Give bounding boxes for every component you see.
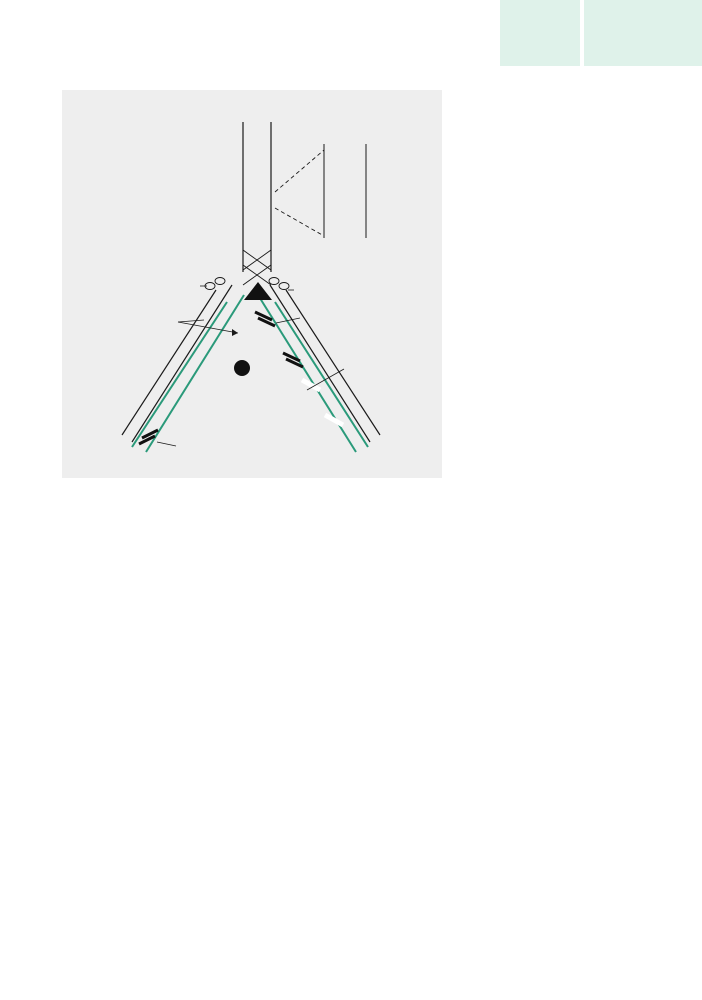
replication-figure xyxy=(62,90,442,478)
left-arm xyxy=(122,285,244,452)
page-number xyxy=(500,0,580,66)
chapter-number xyxy=(584,0,702,66)
left-column xyxy=(62,527,345,529)
right-arm xyxy=(255,285,380,452)
dna-polymerase-icon xyxy=(234,360,250,376)
helix-twist xyxy=(205,250,289,290)
magnified-excerpt xyxy=(275,144,366,238)
helicase-icon xyxy=(244,282,272,300)
parental-dna-stem xyxy=(243,122,271,272)
right-column xyxy=(359,527,642,529)
